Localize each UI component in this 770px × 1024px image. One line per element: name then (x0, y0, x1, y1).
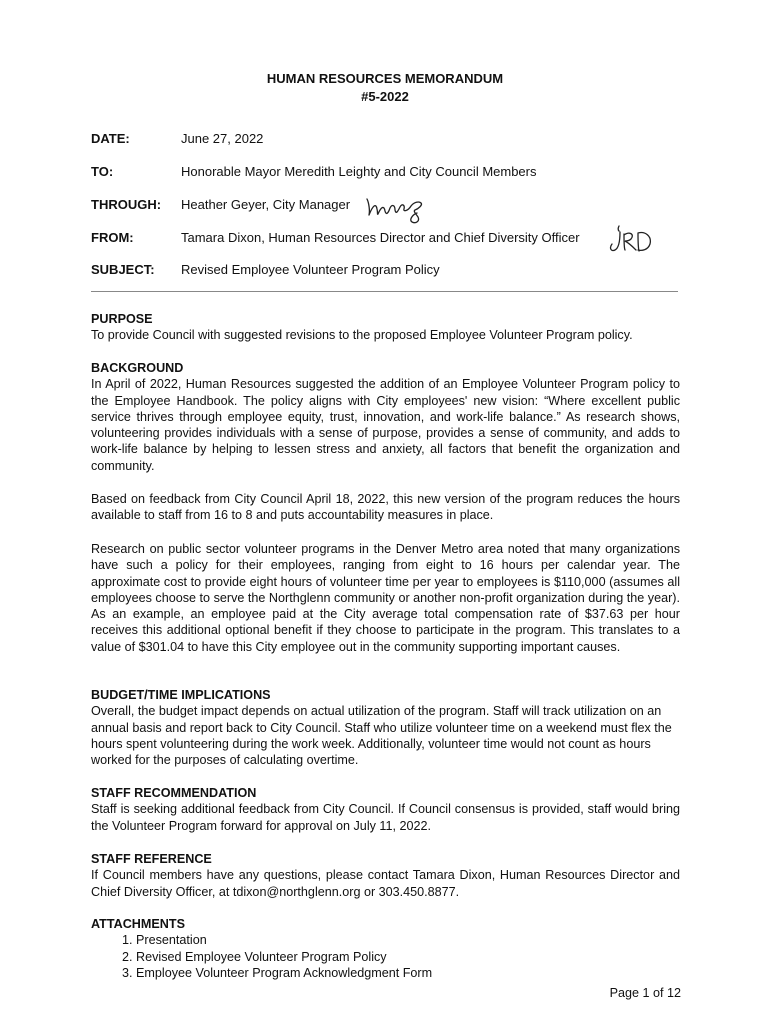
attachments-section (91, 916, 680, 981)
purpose-section (91, 311, 680, 344)
reference-heading: STAFF REFERENCE (91, 852, 212, 866)
to-label: TO: (91, 164, 114, 179)
from-label: FROM: (91, 230, 134, 245)
attachment-item: 2. Revised Employee Volunteer Program Policy (136, 949, 680, 965)
reference-text (91, 867, 680, 900)
recommendation-text: Staff is seeking additional feedback from City Council. If Council consensus is provided, staff would bring the Volunteer Program forward for approval on July 11, 2022. (91, 802, 680, 833)
hr-director-initials (607, 222, 659, 256)
budget-heading: BUDGET/TIME IMPLICATIONS (91, 688, 271, 702)
background-paragraph-2: Based on feedback from City Council April 18, 2022, this new version of the program reduces the hours available to staff from 16 to 8 and puts accountability measures in place. (91, 492, 680, 523)
page-number: Page 1 of 12 (609, 986, 681, 1000)
background-paragraph-3: Research on public sector volunteer programs in the Denver Metro area noted that many organizations have such a policy for their employees, ranging from eight to 16 hours per calendar year. The approximate cost to provide eight hours of volunteer time per year to employees is $110,000 (assumes all employees choose to serve the Northglenn community or another non-profit organization during the year). As an example, an employee paid at the City average total compensation rate of $37.63 per hour receives this additional optional benefit if they choose to participate in the program. This translates to a value of $301.04 to have this City employee out in the community supporting important causes. (91, 542, 680, 654)
header-divider (91, 291, 678, 292)
city-manager-signature (364, 193, 428, 227)
from-value: Tamara Dixon, Human Resources Director and Chief Diversity Officer (181, 230, 580, 245)
budget-text: Overall, the budget impact depends on actual utilization of the program. Staff will track utilization on an annual basis and report back to City Council. Staff who utilize volunteer time on a weekend must flex the hours spent volunteering during the work week. Additionally, volunteer time would not count as hours worked for the purposes of calculating overtime. (91, 704, 672, 768)
through-label: THROUGH: (91, 197, 162, 212)
attachment-item: 1. Presentation (136, 932, 680, 948)
reference-text-content: If Council members have any questions, please contact Tamara Dixon, Human Resources Director and Chief Diversity Officer, at tdixon@northglenn.org or 303.450.8877. (91, 868, 680, 899)
purpose-text: To provide Council with suggested revisions to the proposed Employee Volunteer Program policy. (91, 328, 633, 343)
through-value: Heather Geyer, City Manager (181, 197, 351, 212)
attachments-list (91, 932, 680, 981)
budget-section (91, 687, 680, 768)
to-value: Honorable Mayor Meredith Leighty and City Council Members (181, 164, 537, 179)
memo-number: #5-2022 (361, 89, 409, 104)
subject-value: Revised Employee Volunteer Program Policy (181, 262, 440, 277)
attachments-heading: ATTACHMENTS (91, 917, 185, 931)
date-value: June 27, 2022 (181, 131, 264, 146)
attachment-item: 3. Employee Volunteer Program Acknowledgment Form (136, 965, 680, 981)
recommendation-heading: STAFF RECOMMENDATION (91, 786, 257, 800)
background-section (91, 360, 680, 474)
date-label: DATE: (91, 131, 130, 146)
purpose-heading: PURPOSE (91, 312, 153, 326)
background-heading: BACKGROUND (91, 361, 184, 375)
background-paragraph-1: In April of 2022, Human Resources suggested the addition of an Employee Volunteer Program policy to the Employee Handbook. The policy aligns with City employees' new vision: “Where excellent public service thrives through employee equity, trust, innovation, and work-life balance.” As research shows, volunteering provides individuals with a sense of purpose, provides a sense of community, and adds to work-life balance by helping to lessen stress and anxiety, all factors that benefit the organization and community. (91, 377, 680, 473)
subject-label: SUBJECT: (91, 262, 155, 277)
recommendation-section (91, 785, 680, 834)
reference-section (91, 851, 680, 900)
memo-title: HUMAN RESOURCES MEMORANDUM (266, 71, 504, 86)
